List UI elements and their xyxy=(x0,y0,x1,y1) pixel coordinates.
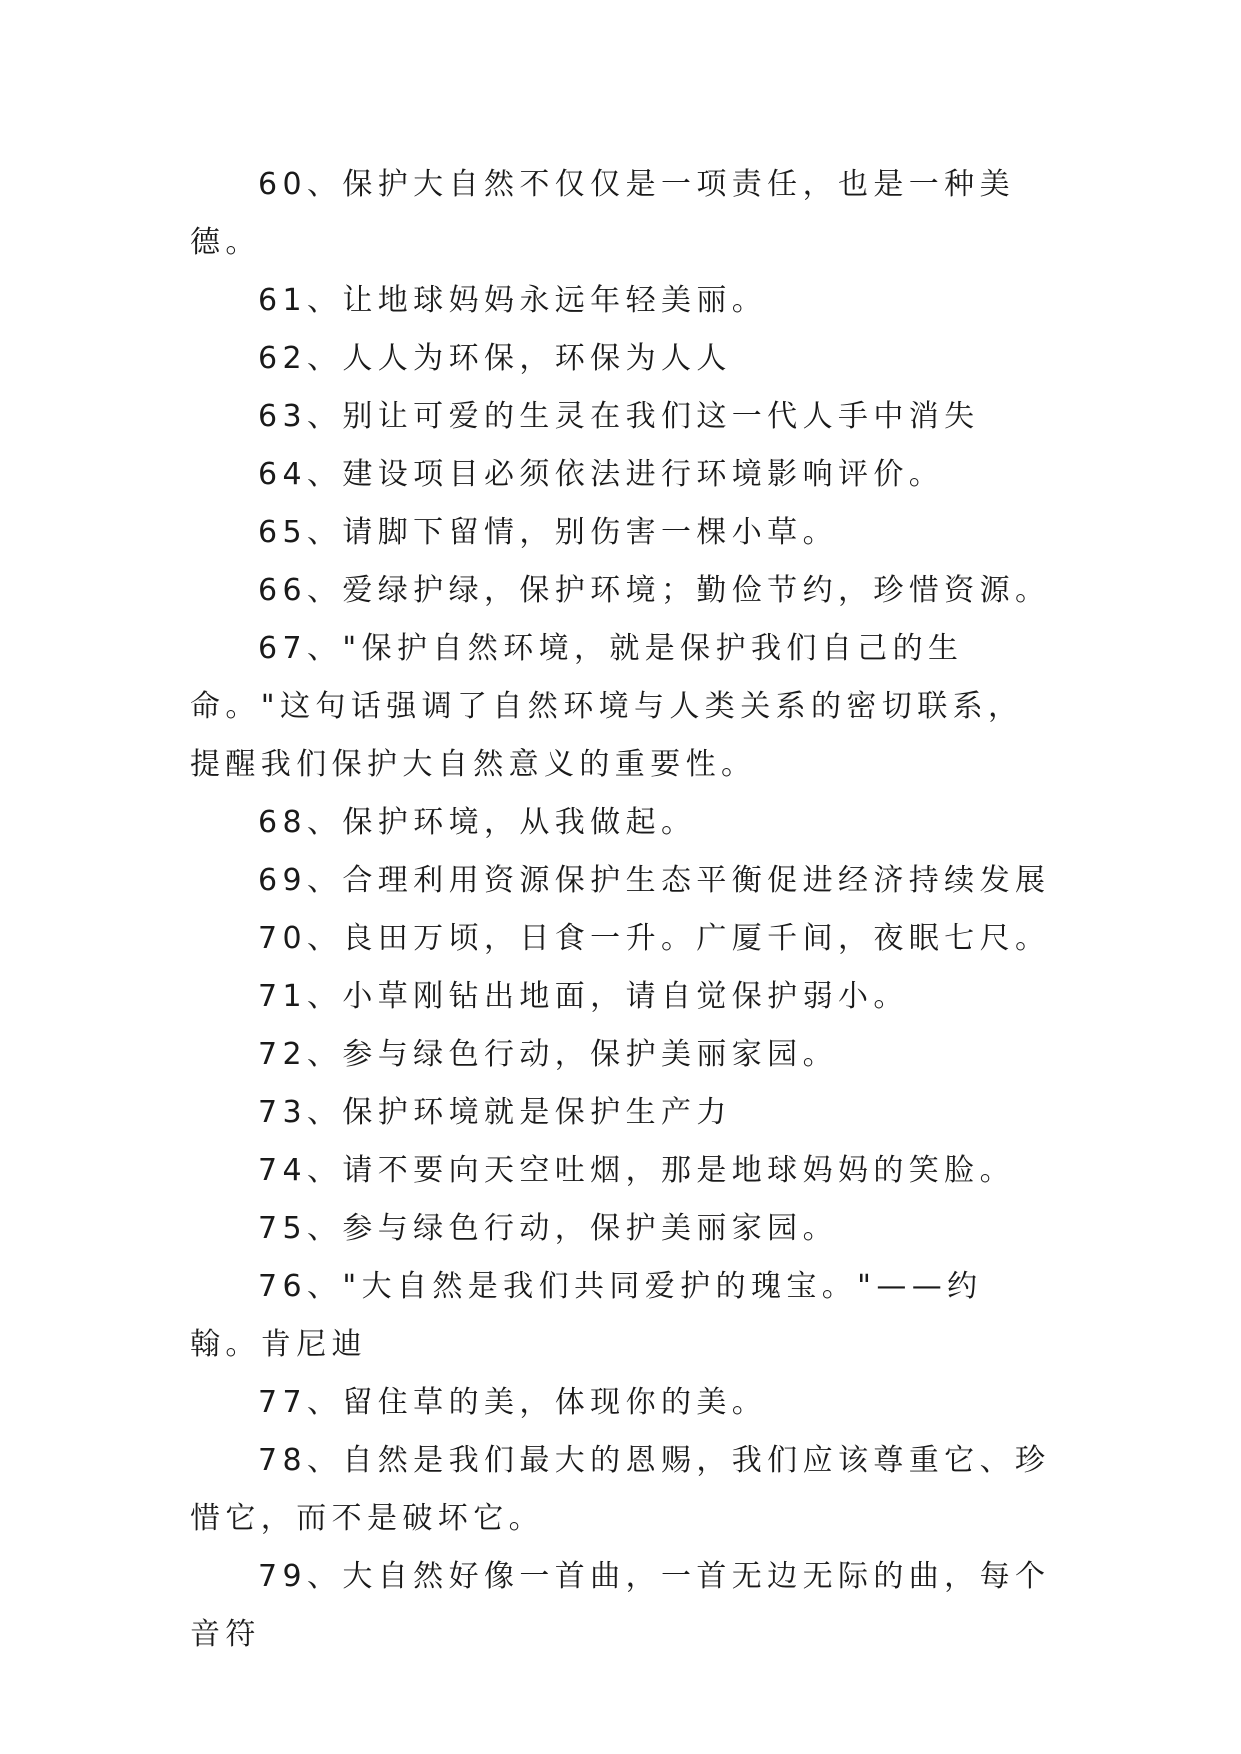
document-body xyxy=(190,156,1052,1664)
paragraph-75: 75、参与绿色行动，保护美丽家园。 xyxy=(258,1211,838,1246)
paragraph-68: 68、保护环境，从我做起。 xyxy=(258,805,697,840)
paragraph-61: 61、让地球妈妈永远年轻美丽。 xyxy=(258,283,768,318)
paragraph-76: 76、"大自然是我们共同爱护的瑰宝。"——约翰。肯尼迪 xyxy=(190,1269,983,1362)
paragraph-67: 67、"保护自然环境，就是保护我们自己的生命。"这句话强调了自然环境与人类关系的密切联系，提醒我们保护大自然意义的重要性。 xyxy=(190,631,1024,782)
paragraph-79: 79、大自然好像一首曲，一首无边无际的曲，每个音符 xyxy=(190,1559,1051,1652)
paragraph-78: 78、自然是我们最大的恩赐，我们应该尊重它、珍惜它，而不是破坏它。 xyxy=(190,1443,1051,1536)
paragraph-73: 73、保护环境就是保护生产力 xyxy=(258,1095,732,1130)
paragraph-62: 62、人人为环保，环保为人人 xyxy=(258,341,732,376)
paragraph-60: 60、保护大自然不仅仅是一项责任，也是一种美德。 xyxy=(190,167,1015,260)
paragraph-74: 74、请不要向天空吐烟，那是地球妈妈的笑脸。 xyxy=(258,1153,1015,1188)
paragraph-63: 63、别让可爱的生灵在我们这一代人手中消失 xyxy=(258,399,980,434)
paragraph-71: 71、小草刚钻出地面，请自觉保护弱小。 xyxy=(258,979,909,1014)
paragraph-66: 66、爱绿护绿，保护环境；勤俭节约，珍惜资源。 xyxy=(258,573,1051,608)
paragraph-77: 77、留住草的美，体现你的美。 xyxy=(258,1385,768,1420)
paragraph-69: 69、合理利用资源保护生态平衡促进经济持续发展 xyxy=(258,863,1051,898)
paragraph-64: 64、建设项目必须依法进行环境影响评价。 xyxy=(258,457,945,492)
paragraph-65: 65、请脚下留情，别伤害一棵小草。 xyxy=(258,515,838,550)
paragraph-70: 70、良田万顷，日食一升。广厦千间，夜眠七尺。 xyxy=(258,921,1051,956)
paragraph-72: 72、参与绿色行动，保护美丽家园。 xyxy=(258,1037,838,1072)
